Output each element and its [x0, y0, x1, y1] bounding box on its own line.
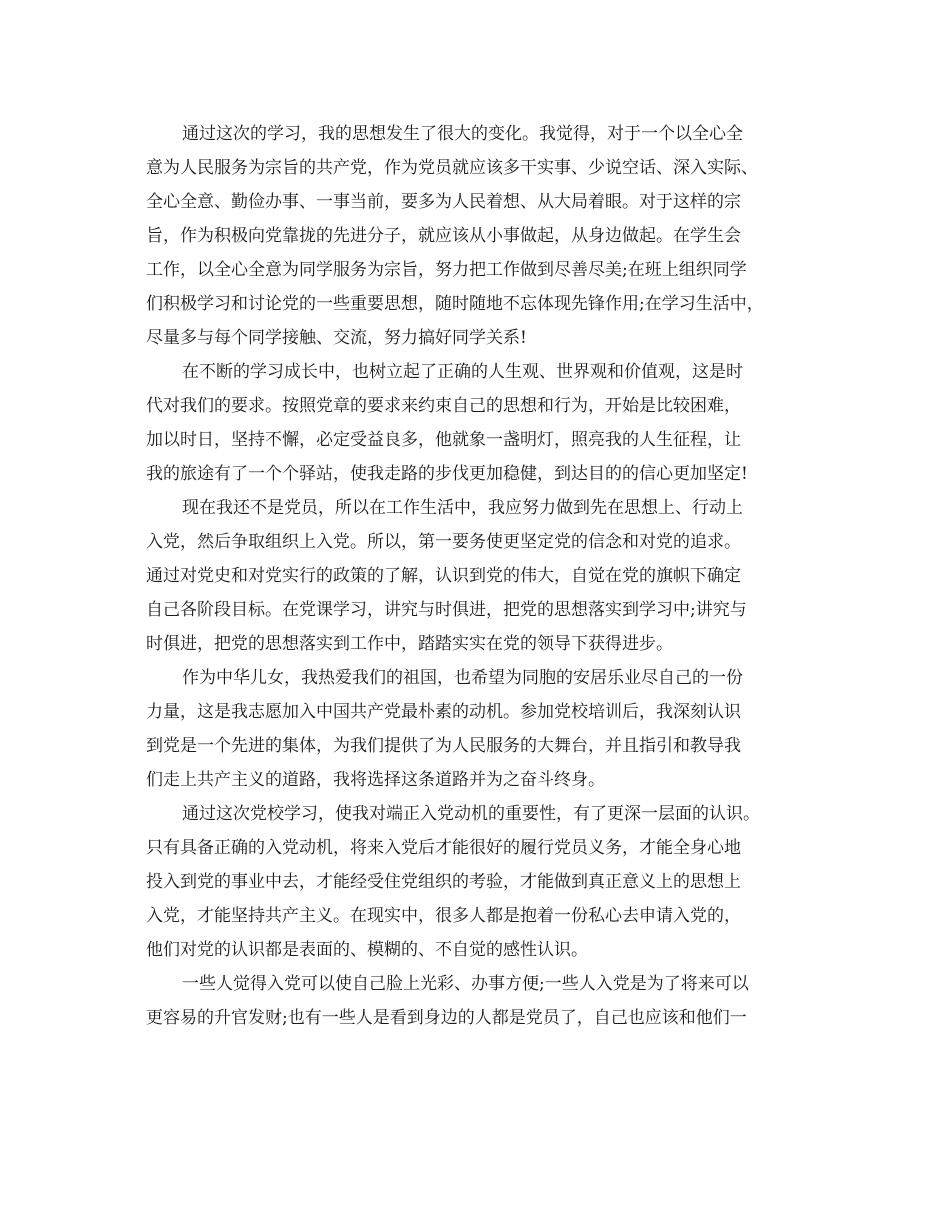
paragraph-line: 作为中华儿女，我热爱我们的祖国，也希望为同胞的安居乐业尽自己的一份 — [182, 668, 743, 688]
document-body — [146, 117, 826, 1035]
paragraph-4 — [146, 661, 826, 797]
paragraph-line: 力量，这是我志愿加入中国共产党最朴素的动机。参加党校培训后，我深刻认识 — [146, 702, 741, 722]
paragraph-line: 只有具备正确的入党动机，将来入党后才能很好的履行党员义务，才能全身心地 — [146, 838, 741, 858]
paragraph-line: 自己各阶段目标。在党课学习，讲究与时俱进，把党的思想落实到学习中;讲究与 — [146, 600, 747, 620]
paragraph-line: 加以时日，坚持不懈，必定受益良多，他就象一盏明灯，照亮我的人生征程，让 — [146, 430, 741, 450]
paragraph-line: 时俱进，把党的思想落实到工作中，踏踏实实在党的领导下获得进步。 — [146, 634, 673, 654]
paragraph-2 — [146, 355, 826, 491]
paragraph-line: 入党，然后争取组织上入党。所以，第一要务使更坚定党的信念和对党的追求。 — [146, 532, 741, 552]
paragraph-line: 意为人民服务为宗旨的共产党，作为党员就应该多干实事、少说空话、深入实际、 — [146, 158, 758, 178]
paragraph-6 — [146, 967, 826, 1035]
paragraph-line: 们走上共产主义的道路，我将选择这条道路并为之奋斗终身。 — [146, 770, 605, 790]
paragraph-line: 投入到党的事业中去，才能经受住党组织的考验，才能做到真正意义上的思想上 — [146, 872, 741, 892]
paragraph-line: 在不断的学习成长中，也树立起了正确的人生观、世界观和价值观，这是时 — [182, 362, 743, 382]
paragraph-5 — [146, 797, 826, 967]
paragraph-3 — [146, 491, 826, 661]
paragraph-line: 尽量多与每个同学接触、交流，努力搞好同学关系! — [146, 328, 527, 348]
paragraph-line: 入党，才能坚持共产主义。在现实中，很多人都是抱着一份私心去申请入党的， — [146, 906, 741, 926]
paragraph-line: 他们对党的认识都是表面的、模糊的、不自觉的感性认识。 — [146, 940, 588, 960]
paragraph-line: 代对我们的要求。按照党章的要求来约束自己的思想和行为，开始是比较困难， — [146, 396, 741, 416]
paragraph-line: 们积极学习和讨论党的一些重要思想，随时随地不忘体现先锋作用;在学习生活中， — [146, 294, 764, 314]
paragraph-line: 一些人觉得入党可以使自己脸上光彩、办事方便;一些人入党是为了将来可以 — [182, 974, 749, 994]
paragraph-line: 现在我还不是党员，所以在工作生活中，我应努力做到先在思想上、行动上 — [182, 498, 743, 518]
paragraph-1 — [146, 117, 826, 355]
paragraph-line: 到党是一个先进的集体，为我们提供了为人民服务的大舞台，并且指引和教导我 — [146, 736, 741, 756]
paragraph-line: 通过这次党校学习，使我对端正入党动机的重要性，有了更深一层面的认识。 — [182, 804, 760, 824]
paragraph-line: 全心全意、勤俭办事、一事当前，要多为人民着想、从大局着眼。对于这样的宗 — [146, 192, 741, 212]
paragraph-line: 工作，以全心全意为同学服务为宗旨，努力把工作做到尽善尽美;在班上组织同学 — [146, 260, 747, 280]
paragraph-line: 通过对党史和对党实行的政策的了解，认识到党的伟大，自觉在党的旗帜下确定 — [146, 566, 741, 586]
paragraph-line: 通过这次的学习，我的思想发生了很大的变化。我觉得，对于一个以全心全 — [182, 124, 743, 144]
paragraph-line: 更容易的升官发财;也有一些人是看到身边的人都是党员了，自己也应该和他们一 — [146, 1008, 747, 1028]
paragraph-line: 旨，作为积极向党靠拢的先进分子，就应该从小事做起，从身边做起。在学生会 — [146, 226, 741, 246]
paragraph-line: 我的旅途有了一个个驿站，使我走路的步伐更加稳健，到达目的的信心更加坚定! — [146, 464, 748, 484]
